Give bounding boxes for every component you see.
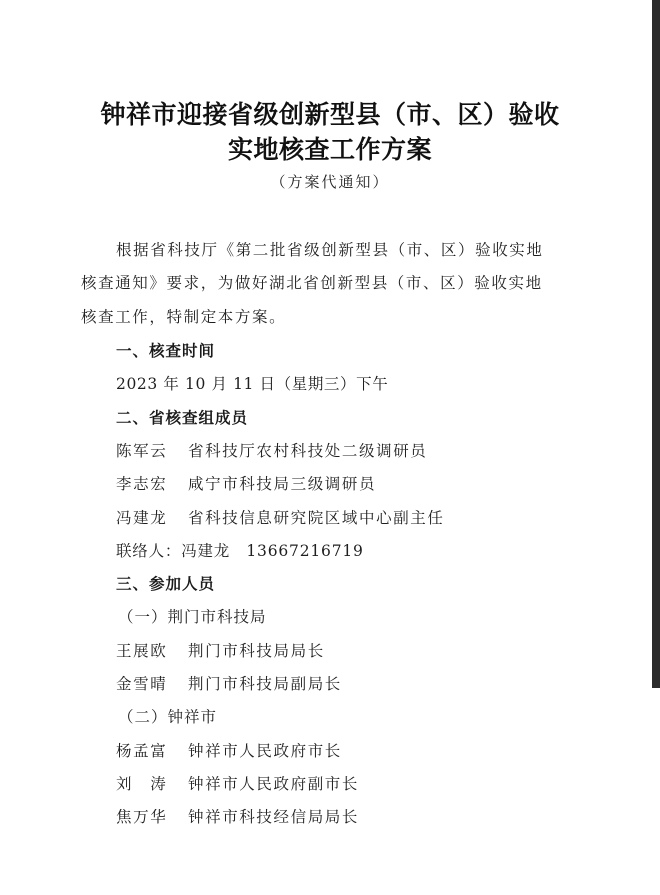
participant-name: 王展欧 bbox=[116, 642, 168, 660]
group2-title: （二）钟祥市 bbox=[118, 708, 218, 726]
participant-title: 钟祥市人民政府市长 bbox=[188, 742, 342, 760]
participant-title: 荆门市科技局局长 bbox=[188, 642, 325, 660]
participant-row bbox=[116, 805, 359, 827]
member-name: 冯建龙 bbox=[116, 509, 168, 527]
participant-name: 刘 涛 bbox=[116, 775, 168, 793]
member-title: 省科技信息研究院区域中心副主任 bbox=[188, 509, 445, 527]
participant-name: 金雪晴 bbox=[116, 675, 168, 693]
member-row bbox=[116, 439, 427, 461]
participant-row bbox=[116, 672, 342, 694]
document-subtitle: （方案代通知） bbox=[270, 173, 390, 191]
scrollbar[interactable] bbox=[652, 0, 660, 688]
group1-title: （一）荆门市科技局 bbox=[118, 608, 267, 626]
member-title: 省科技厅农村科技处二级调研员 bbox=[188, 442, 428, 460]
member-row bbox=[116, 506, 445, 528]
inspection-time: 2023 年 10 月 11 日（星期三）下午 bbox=[116, 375, 389, 393]
participant-row bbox=[116, 772, 359, 794]
document-title-line2: 实地核查工作方案 bbox=[227, 135, 432, 164]
participant-title: 钟祥市科技经信局局长 bbox=[188, 808, 360, 826]
member-name: 陈军云 bbox=[116, 442, 168, 460]
document-title-line1: 钟祥市迎接省级创新型县（市、区）验收 bbox=[100, 100, 560, 129]
contact-person: 联络人：冯建龙 13667216719 bbox=[116, 542, 364, 560]
participant-row bbox=[116, 739, 342, 761]
participant-title: 钟祥市人民政府副市长 bbox=[188, 775, 360, 793]
participant-name: 杨孟富 bbox=[116, 742, 168, 760]
participant-title: 荆门市科技局副局长 bbox=[188, 675, 342, 693]
participant-row bbox=[116, 639, 325, 661]
intro-line-3: 核查工作，特制定本方案。 bbox=[81, 308, 287, 326]
member-row bbox=[116, 472, 376, 494]
participant-name: 焦万华 bbox=[116, 808, 168, 826]
member-title: 咸宁市科技局三级调研员 bbox=[188, 475, 377, 493]
section3-heading: 三、参加人员 bbox=[116, 575, 216, 593]
section2-heading: 二、省核查组成员 bbox=[116, 409, 249, 427]
section1-heading: 一、核查时间 bbox=[116, 342, 216, 360]
intro-line-2: 核查通知》要求，为做好湖北省创新型县（市、区）验收实地 bbox=[81, 274, 543, 292]
intro-line-1: 根据省科技厅《第二批省级创新型县（市、区）验收实地 bbox=[116, 241, 544, 259]
member-name: 李志宏 bbox=[116, 475, 168, 493]
